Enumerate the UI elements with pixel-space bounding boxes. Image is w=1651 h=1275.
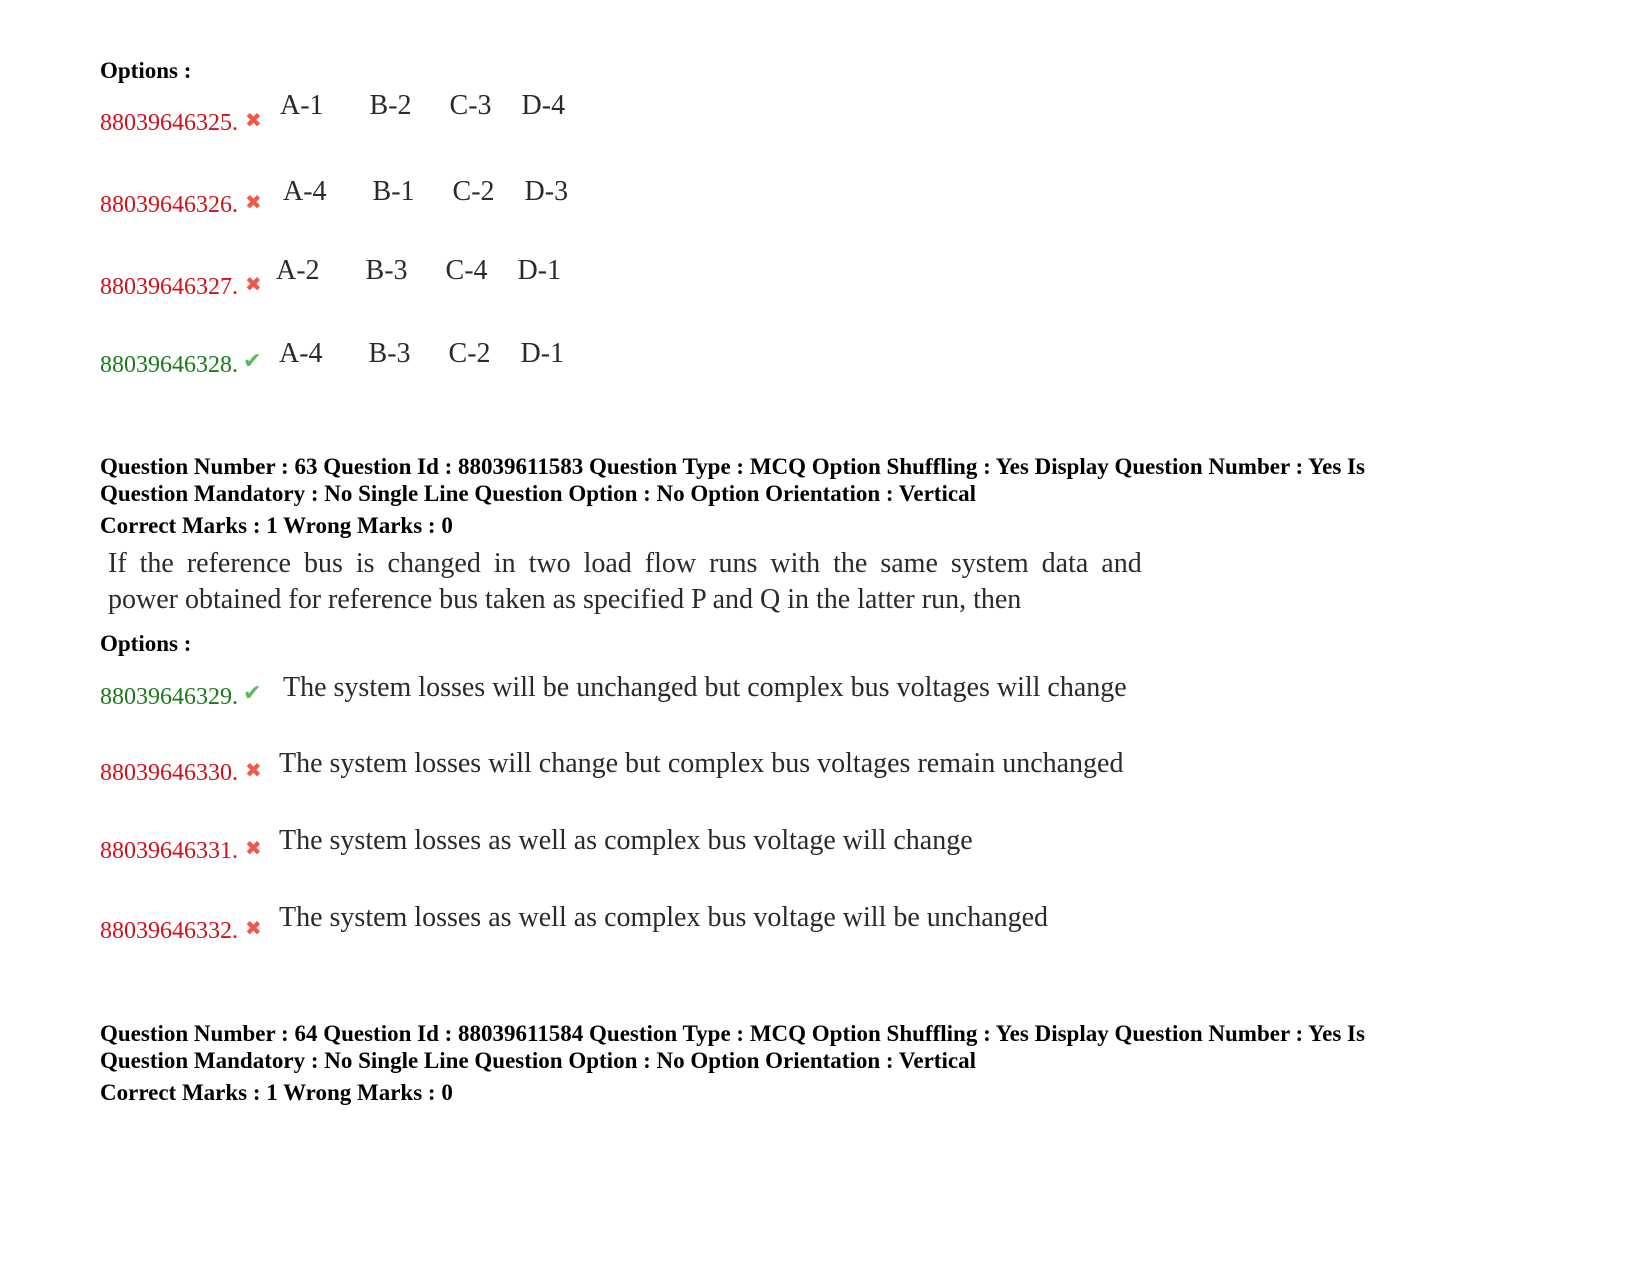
cross-icon: ✖: [245, 108, 262, 132]
question-text-line: If the reference bus is changed in two load flow runs with the same system data and: [108, 548, 1142, 579]
option-id: 88039646332.: [100, 918, 238, 944]
cross-icon: ✖: [245, 272, 262, 296]
option-id: 88039646326.: [100, 192, 238, 218]
pair: B-1: [372, 176, 415, 207]
option-match-pairs: [279, 338, 602, 370]
question-meta-line: Question Number : 63 Question Id : 88039611583 Question Type : MCQ Option Shuffling : Yes Display Question Number : Yes Is: [100, 454, 1365, 479]
pair: C-2: [448, 338, 491, 369]
check-icon: ✔: [243, 349, 262, 374]
pair: B-3: [365, 255, 408, 286]
option-match-pairs: [276, 255, 599, 287]
pair: A-2: [276, 255, 320, 286]
pair: D-3: [524, 176, 569, 207]
question-meta-line: Question Mandatory : No Single Line Question Option : No Option Orientation : Vertical: [100, 1048, 976, 1073]
pair: D-1: [517, 255, 562, 286]
option-id: 88039646330.: [100, 760, 238, 786]
option-match-pairs: [280, 90, 603, 122]
option-id: 88039646328.: [100, 352, 238, 378]
option-text: The system losses as well as complex bus voltage will be unchanged: [279, 902, 1049, 933]
pair: C-4: [445, 255, 488, 286]
pair: A-4: [283, 176, 327, 207]
question-marks: Correct Marks : 1 Wrong Marks : 0: [100, 513, 453, 538]
options-label: Options :: [100, 631, 192, 656]
option-text: The system losses will be unchanged but complex bus voltages will change: [283, 672, 1127, 703]
cross-icon: ✖: [245, 916, 262, 940]
pair: D-1: [520, 338, 565, 369]
option-id: 88039646327.: [100, 274, 238, 300]
option-id: 88039646325.: [100, 110, 238, 136]
question-meta-line: Question Number : 64 Question Id : 88039611584 Question Type : MCQ Option Shuffling : Yes Display Question Number : Yes Is: [100, 1021, 1365, 1046]
question-marks: Correct Marks : 1 Wrong Marks : 0: [100, 1080, 453, 1105]
pair: B-3: [368, 338, 411, 369]
options-label: Options :: [100, 58, 192, 83]
question-meta-line: Question Mandatory : No Single Line Question Option : No Option Orientation : Vertical: [100, 481, 976, 506]
cross-icon: ✖: [245, 836, 262, 860]
pair: A-4: [279, 338, 323, 369]
cross-icon: ✖: [245, 758, 262, 782]
pair: C-3: [449, 90, 492, 121]
pair: B-2: [369, 90, 412, 121]
option-text: The system losses as well as complex bus voltage will change: [279, 825, 973, 856]
option-text: The system losses will change but complex bus voltages remain unchanged: [279, 748, 1124, 779]
pair: C-2: [452, 176, 495, 207]
pair: D-4: [521, 90, 566, 121]
option-id: 88039646329.: [100, 684, 238, 710]
check-icon: ✔: [243, 681, 262, 706]
option-match-pairs: [283, 176, 606, 208]
question-text-line: power obtained for reference bus taken as specified P and Q in the latter run, then: [108, 584, 1022, 615]
cross-icon: ✖: [245, 190, 262, 214]
option-id: 88039646331.: [100, 838, 238, 864]
pair: A-1: [280, 90, 324, 121]
